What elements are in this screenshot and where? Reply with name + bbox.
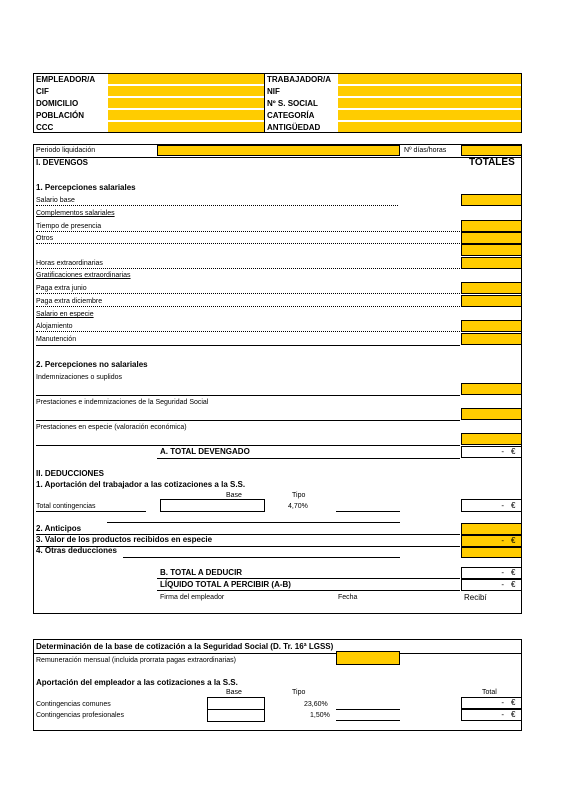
poblacion-label: POBLACIÓN [36, 111, 84, 120]
paga-diciembre-label: Paga extra diciembre [36, 298, 103, 305]
anticipos-field[interactable] [461, 523, 522, 535]
poblacion-field[interactable] [108, 110, 264, 120]
manutencion-line [36, 345, 460, 346]
total-devengado-label: A. TOTAL DEVENGADO [160, 447, 250, 456]
manutencion-label: Manutención [36, 336, 77, 343]
tiempo-presencia-line [36, 231, 460, 232]
prestaciones-especie-field[interactable] [461, 433, 522, 445]
comunes-currency: € [511, 698, 516, 707]
employer-field[interactable] [108, 74, 264, 84]
fecha-label: Fecha [338, 594, 358, 601]
gratificaciones-label: Gratificaciones extraordinarias [36, 272, 131, 279]
contingencias-line [36, 511, 146, 512]
bases-tipo-header: Tipo [292, 689, 306, 696]
worker-label: TRABAJADOR/A [267, 75, 331, 84]
days-field[interactable] [461, 145, 522, 156]
totals-header: TOTALES [469, 157, 515, 168]
salario-base-field[interactable] [461, 194, 522, 206]
profesionales-label: Contingencias profesionales [36, 712, 124, 719]
contingencias-tipo-line [336, 511, 400, 512]
contingencias-currency: € [511, 501, 516, 510]
total-devengado-currency: € [511, 447, 516, 456]
prestaciones-especie-line [36, 445, 460, 446]
salario-base-label: Salario base [36, 197, 75, 204]
alojamiento-line [36, 331, 460, 332]
salariales-title: 1. Percepciones salariales [36, 183, 136, 192]
paga-junio-field[interactable] [461, 282, 522, 294]
horas-extra-field[interactable] [461, 257, 522, 269]
remuneracion-field[interactable] [336, 651, 400, 665]
ss-number-label: Nº S. SOCIAL [267, 99, 318, 108]
otros-label: Otros [36, 235, 54, 242]
employer-label: EMPLEADOR/A [36, 75, 96, 84]
deducciones-sep-line [107, 522, 400, 523]
contingencias-base-box[interactable] [160, 499, 265, 512]
comunes-label: Contingencias comunes [36, 701, 111, 708]
profesionales-tipo: 1,50% [310, 712, 330, 719]
paga-junio-label: Paga extra junio [36, 285, 87, 292]
total-deducir-label: B. TOTAL A DEDUCIR [160, 568, 243, 577]
total-deducir-currency: € [511, 568, 516, 577]
nif-field[interactable] [338, 86, 521, 96]
ccc-label: CCC [36, 123, 54, 132]
tiempo-presencia-field[interactable] [461, 220, 522, 232]
ccc-field[interactable] [108, 122, 264, 132]
otros-line [36, 243, 460, 244]
prestaciones-ss-field[interactable] [461, 408, 522, 420]
valor-productos-label: 3. Valor de los productos recibidos en especie [36, 535, 213, 544]
manutencion-field[interactable] [461, 333, 522, 345]
valor-productos-value: - [501, 536, 504, 545]
comunes-tipo-line [336, 709, 400, 710]
alojamiento-field[interactable] [461, 320, 522, 332]
paga-junio-line [36, 293, 460, 294]
deducciones-base-header: Base [226, 492, 242, 499]
profesionales-tipo-line [336, 720, 400, 721]
indemnizaciones-field[interactable] [461, 383, 522, 395]
liquido-value: - [501, 580, 504, 589]
liquido-currency: € [511, 580, 516, 589]
salario-base-line [36, 205, 398, 206]
contingencias-tipo: 4,70% [288, 503, 308, 510]
nif-label: NIF [267, 87, 280, 96]
total-devengado-line [157, 458, 460, 459]
contingencias-label: Total contingencias [36, 503, 96, 510]
anticipos-label: 2. Anticipos [36, 524, 82, 533]
otras-deducciones-field[interactable] [461, 547, 522, 558]
aportacion-trabajador-title: 1. Aportación del trabajador a las cotizaciones a la S.S. [36, 480, 246, 489]
total-deducir-line [157, 578, 460, 579]
categoria-label: CATEGORÍA [267, 111, 315, 120]
bases-title: Determinación de la base de cotización a la Seguridad Social (D. Tr. 16ª LGSS) [36, 642, 334, 651]
profesionales-value: - [501, 710, 504, 719]
valor-productos-currency: € [511, 536, 516, 545]
cif-label: CIF [36, 87, 49, 96]
profesionales-currency: € [511, 710, 516, 719]
domicilio-field[interactable] [108, 98, 264, 108]
liquido-label: LÍQUIDO TOTAL A PERCIBIR (A-B) [160, 580, 291, 589]
prestaciones-especie-label: Prestaciones en especie (valoración económica) [36, 424, 187, 431]
period-label: Periodo liquidación [36, 147, 96, 154]
period-field[interactable] [157, 145, 400, 156]
contingencias-value: - [501, 501, 504, 510]
paga-diciembre-line [36, 306, 460, 307]
bases-title-divider [33, 653, 522, 654]
profesionales-base-box[interactable] [207, 709, 265, 722]
tiempo-presencia-label: Tiempo de presencia [36, 223, 102, 230]
horas-extra-label: Horas extraordinarias [36, 260, 103, 267]
bases-total-header: Total [482, 689, 497, 696]
comunes-tipo: 23,60% [304, 701, 328, 708]
otras-deducciones-line [123, 557, 400, 558]
prestaciones-ss-line [36, 420, 460, 421]
alojamiento-label: Alojamiento [36, 323, 73, 330]
ss-number-field[interactable] [338, 98, 521, 108]
devengos-title: I. DEVENGOS [36, 158, 89, 167]
otras-deducciones-label: 4. Otras deducciones [36, 546, 117, 555]
indemnizaciones-label: Indemnizaciones o suplidos [36, 374, 122, 381]
days-label: Nº días/horas [404, 147, 447, 154]
antiguedad-field[interactable] [338, 122, 521, 132]
cif-field[interactable] [108, 86, 264, 96]
domicilio-label: DOMICILIO [36, 99, 79, 108]
complementos-label: Complementos salariales [36, 210, 115, 217]
otros-field-2[interactable] [461, 244, 522, 256]
deducciones-tipo-header: Tipo [292, 492, 306, 499]
indemnizaciones-line [36, 395, 460, 396]
total-deducir-value: - [501, 568, 504, 577]
remuneracion-label: Remuneración mensual (incluida prorrata pagas extraordinarias) [36, 657, 236, 664]
deducciones-title: II. DEDUCCIONES [36, 469, 105, 478]
comunes-value: - [501, 698, 504, 707]
paga-diciembre-field[interactable] [461, 295, 522, 307]
worker-field[interactable] [338, 74, 521, 84]
liquido-line [157, 590, 460, 591]
categoria-field[interactable] [338, 110, 521, 120]
firma-label: Firma del empleador [160, 594, 225, 601]
bases-base-header: Base [226, 689, 242, 696]
period-divider [33, 157, 522, 158]
prestaciones-ss-label: Prestaciones e indemnizaciones de la Seguridad Social [36, 399, 209, 406]
no-salariales-title: 2. Percepciones no salariales [36, 360, 148, 369]
antiguedad-label: ANTIGÜEDAD [267, 123, 321, 132]
recibi-label: Recibí [464, 593, 487, 602]
otros-field[interactable] [461, 232, 522, 244]
total-devengado-value: - [501, 447, 504, 456]
aportacion-empleador-title: Aportación del empleador a las cotizaciones a la S.S. [36, 678, 238, 687]
header-divider [264, 73, 265, 133]
horas-extra-line [36, 268, 460, 269]
salario-especie-label: Salario en especie [36, 311, 94, 318]
